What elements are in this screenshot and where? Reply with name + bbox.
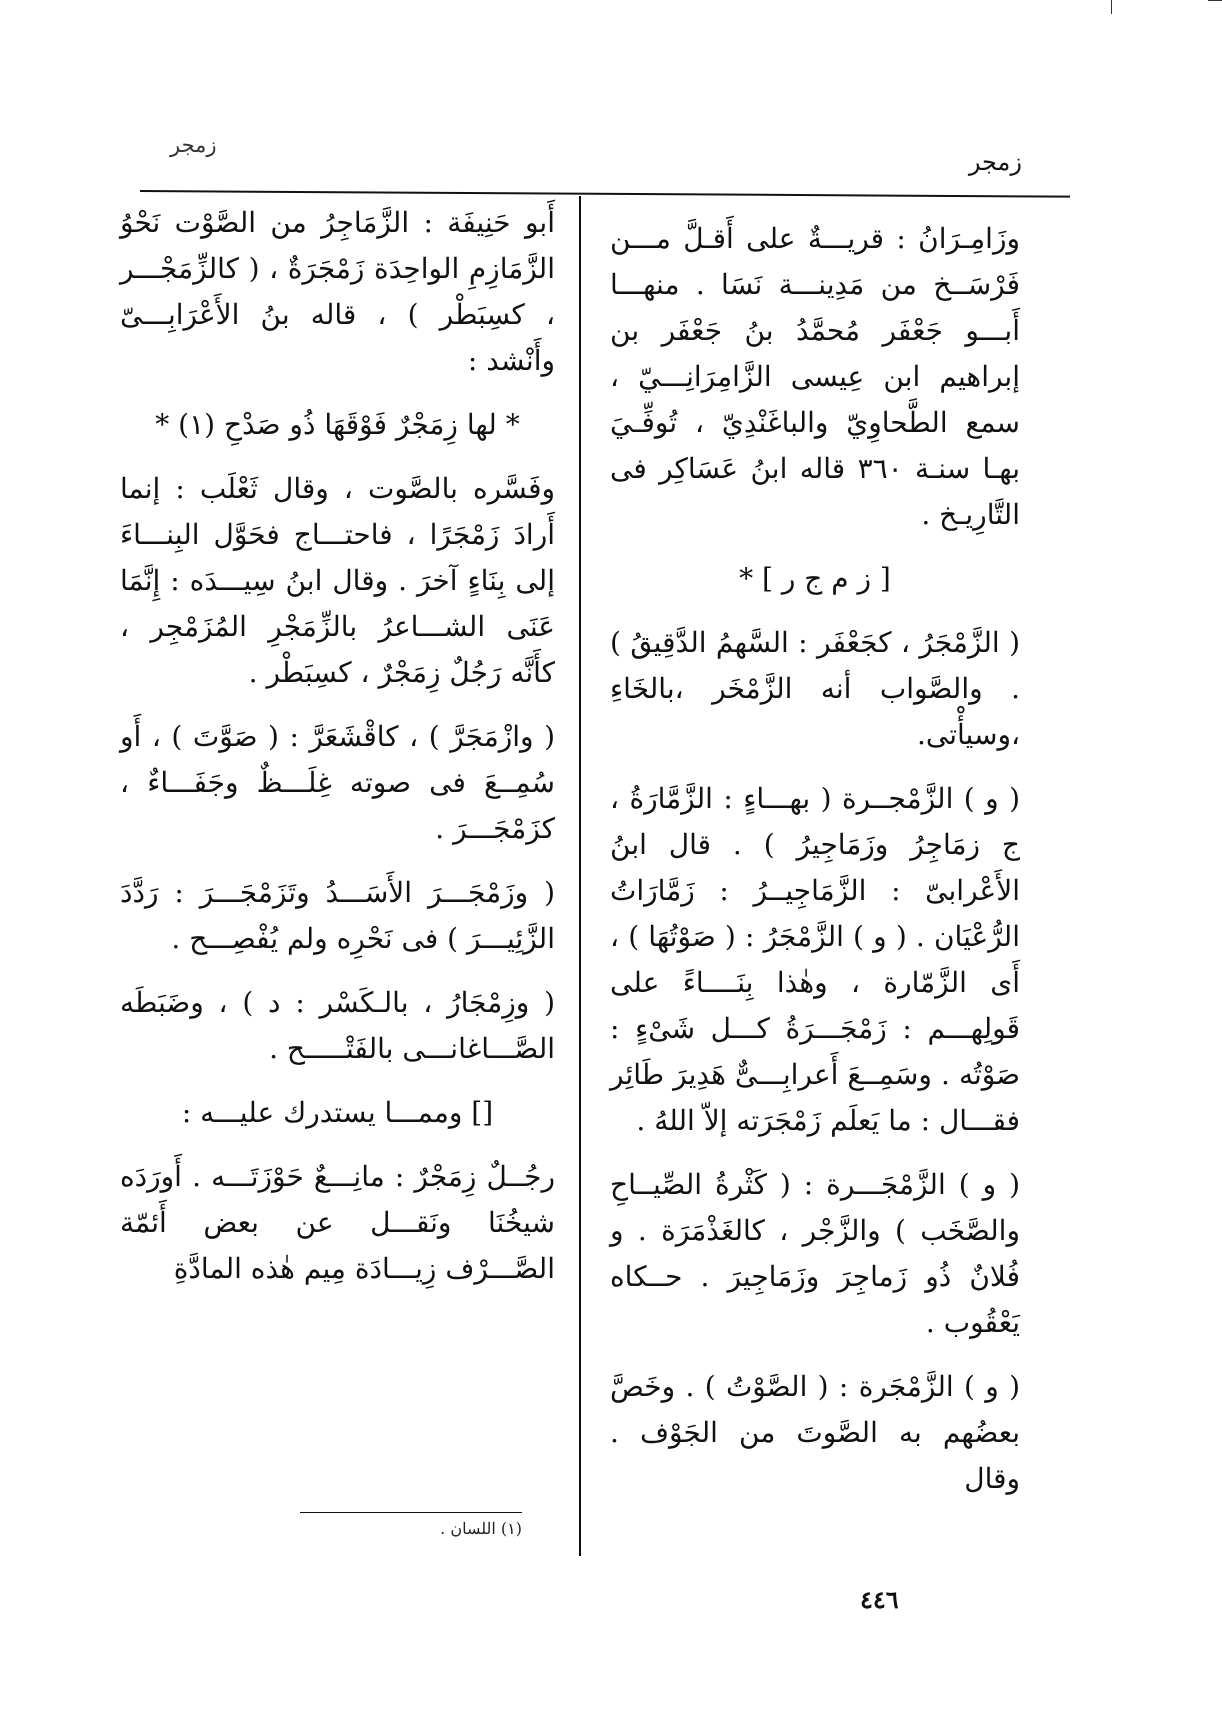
footnote: (١) اللسان . xyxy=(440,1519,522,1538)
entry-zamjara-shouting: ( و ) الزَّمْجَـــرة : ( كَثْرةُ الصِّيــاحِ والصَّخَب ) والزَّجْر ، كالغَذْمَرَة . و فُلانٌ ذُو زَماجِرَ وزَمَاجِيرَ . حــكاه يَعْقُوب . xyxy=(610,1168,1020,1339)
entry-explanation: وفَسَّره بالصَّوت ، وقال ثَعْلَب : إنما أَرادَ زَمْجَرًا ، فاحتـــاج فحَوَّل البِنـــاءَ إلى بِنَاءٍ آخرَ . وقال ابنُ سِيـــدَه : إِنَّمَا عَنَى الشـــاعرُ بالزِّمَجْرِ المُزَمْجِر ، كأَنَّه رَجُلٌ زِمَجْرٌ ، كسِبَطْر . xyxy=(120,472,555,689)
page-number: ٤٤٦ xyxy=(860,1585,899,1614)
entry-zamiran: وزَامِـرَانُ : قريـــةٌ على أَقـلَّ مـــن فَرْسَــخ من مَدِينـــة نَسَا . منهـــا أَبـــو جَعْفَر مُحمَّدُ بنُ جَعْفَر بن إبراهيم ابن عِيسى الزَّامِرَانِـــيّ ، سمع الطَّحاوِيّ والباغَنْدِيّ ، تُوفِّـيَ بهـا سنـة ٣٦٠ قاله ابنُ عَسَاكِر فى التَّارِيـخ . xyxy=(610,222,1020,531)
root-heading-zmjr: [ ز م ج ر ] * xyxy=(739,562,891,595)
supplement-heading: [] وممـــا يستدرك عليـــه : xyxy=(181,1096,494,1129)
left-column xyxy=(120,200,555,1310)
scan-corner-mark xyxy=(1208,0,1222,1)
entry-rajul-zimajr: رجُــلٌ زِمَجْرٌ : مانِـــعٌ حَوْزَتَـــه . أَورَدَه شيخُنَا ونَقـــل عن بعض أَئمّة الصَّـــرْف زِيـــادَة مِيم هٰذه المادَّةِ xyxy=(120,1160,555,1285)
entry-zamjar: ( الزَّمْجَرُ ، كجَعْفَر : السَّهمُ الدَّقِيقُ ) . والصَّواب أنه الزَّمْخَر ،بالخَاءِ ،وسيأْتى. xyxy=(610,626,1020,751)
scan-corner-mark xyxy=(1111,0,1112,14)
footnote-rule xyxy=(300,1512,522,1513)
running-header-right: زمجر xyxy=(968,148,1022,176)
column-divider xyxy=(579,196,581,1556)
running-header-left: زمجر xyxy=(170,133,217,157)
right-column xyxy=(610,216,1020,1520)
entry-zamjara-lion: ( وزَمْجَـــرَ الأَسَـــدُ وتَزَمْجَـــرَ : رَدَّدَ الزَّئِيـــرَ ) فى نَحْرِه ولم يُفْصِـــح . xyxy=(120,876,555,955)
entry-izmajarra: ( وازْمَجَرَّ ) ، كاقْشَعَرَّ : ( صَوَّتَ ) ، أَو سُمِــعَ فى صوته غِلَـــظٌ وجَفَـــاءٌ ، كزَمْجَـــرَ . xyxy=(120,720,555,845)
entry-zamjara: ( و ) الزَّمْجــرة ( بهـــاءٍ : الزَّمَّارَةُ ، ج زمَاجِرُ وزَمَاجِيرُ ) . قال ابنُ الأَعْرابىّ : الزَّمَاجِيــرُ : زَمَّارَاتُ الرُّعْيَان . ( و ) الزَّمْجَرُ : ( صَوْتُهَا ) ، أَى الزَّمّارة ، وهٰذا بِنَــــاءً على قَولِهـــم : زَمْجَـــرَةُ كـــل شَىْءٍ : صَوْتُه . وسَمِــعَ أَعرابِـــىٌّ هَدِيرَ طَائِر فقـــال : ما يَعلَم زَمْجَرَته إلاّ اللهُ . xyxy=(610,782,1020,1137)
header-rule xyxy=(140,190,1070,198)
entry-zamjara-voice: ( و ) الزَّمْجَرة : ( الصَّوْتُ ) . وخَصَّ بعضُهم به الصَّوتَ من الجَوْف . وقال xyxy=(610,1370,1020,1495)
verse-line: * لها زِمَجْرٌ فَوْقَهَا ذُو صَدْحِ (١) * xyxy=(155,408,520,441)
entry-abu-hanifa: أَبو حَنِيفَة : الزَّمَاجِرُ من الصَّوْت نَحْوُ الزَّمَازِمِ الواحِدَة زَمْجَرَةٌ ، ( كالزِّمَجْـــر ، كسِبَطْر ) ، قاله بنُ الأَعْرَابِـــىّ وأَنْشد : xyxy=(120,206,555,377)
entry-zimjar-place: ( وزِمْجَارُ ، بالـكَسْر : د ) ، وضَبَطَه الصَّـــاغانـــى بالفَتْـــــح . xyxy=(120,986,555,1065)
